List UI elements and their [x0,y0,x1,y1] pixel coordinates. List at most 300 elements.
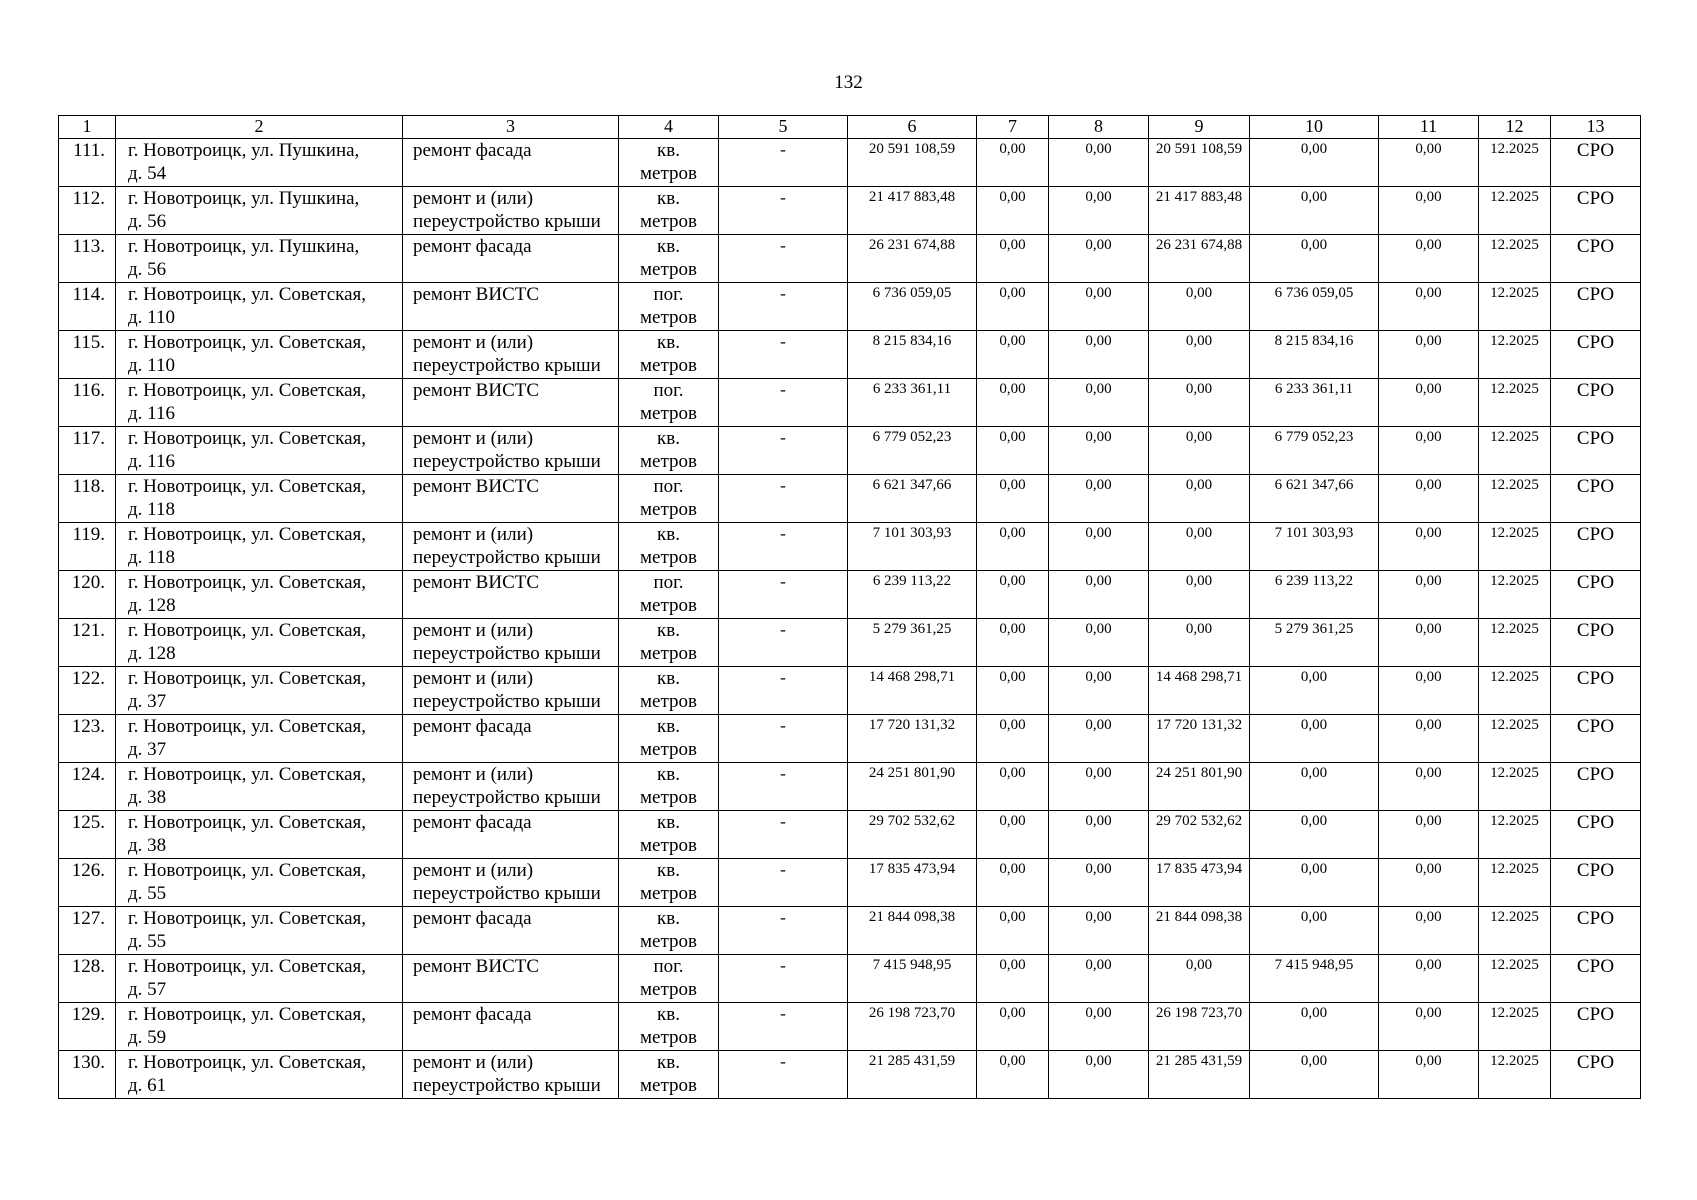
cost-cell: 0,00 [1049,139,1149,187]
deadline-cell: 12.2025 [1479,667,1551,715]
cost-cell: 6 239 113,22 [1250,571,1379,619]
work-type-cell [403,715,619,763]
table-row [59,139,1641,187]
row-number: 127. [59,907,116,955]
row-number: 122. [59,667,116,715]
header-cell: 9 [1149,116,1250,139]
address-line: г. Новотроицк, ул. Пушкина, [128,140,360,161]
address-line: г. Новотроицк, ул. Советская, [128,716,367,737]
address-line: г. Новотроицк, ул. Советская, [128,380,367,401]
address-line: г. Новотроицк, ул. Советская, [128,956,367,977]
unit-line: кв. [657,668,680,689]
cost-cell: 6 779 052,23 [1250,427,1379,475]
work-type-line: ремонт и (или) [413,1052,534,1073]
work-type-line: ремонт фасада [413,716,532,737]
header-cell: 12 [1479,116,1551,139]
address-cell [116,955,403,1003]
header-cell: 13 [1551,116,1641,139]
header-row [59,116,1641,139]
total-cost-cell: 8 215 834,16 [848,331,977,379]
executor-cell: СРО [1551,331,1641,379]
cost-cell: 0,00 [1250,187,1379,235]
cost-cell: 0,00 [1379,331,1479,379]
deadline-cell: 12.2025 [1479,811,1551,859]
address-cell [116,379,403,427]
cost-cell: 0,00 [977,859,1049,907]
unit-line: метров [640,931,697,952]
address-cell [116,571,403,619]
table-row [59,811,1641,859]
table-row [59,667,1641,715]
work-type-cell [403,763,619,811]
cost-cell: 0,00 [1379,427,1479,475]
table-row [59,379,1641,427]
cost-cell: 0,00 [1149,955,1250,1003]
volume-cell: - [719,619,848,667]
unit-line: метров [640,355,697,376]
deadline-cell: 12.2025 [1479,859,1551,907]
work-type-line: ремонт ВИСТС [413,284,540,305]
house-number: д. 54 [128,163,167,184]
cost-cell: 0,00 [1379,619,1479,667]
deadline-cell: 12.2025 [1479,475,1551,523]
row-number: 118. [59,475,116,523]
work-type-line: ремонт фасада [413,140,532,161]
address-cell [116,715,403,763]
address-cell [116,1003,403,1051]
cost-cell: 0,00 [1049,811,1149,859]
cost-cell: 6 233 361,11 [1250,379,1379,427]
address-line: г. Новотроицк, ул. Советская, [128,1004,367,1025]
unit-line: метров [640,211,697,232]
cost-cell: 0,00 [1379,1003,1479,1051]
executor-cell: СРО [1551,763,1641,811]
unit-line: метров [640,307,697,328]
total-cost-cell: 7 101 303,93 [848,523,977,571]
cost-cell: 0,00 [1049,571,1149,619]
cost-cell: 17 835 473,94 [1149,859,1250,907]
address-cell [116,187,403,235]
cost-cell: 0,00 [1379,715,1479,763]
cost-cell: 0,00 [1149,619,1250,667]
address-cell [116,859,403,907]
address-line: г. Новотроицк, ул. Пушкина, [128,188,360,209]
table-row [59,283,1641,331]
deadline-cell: 12.2025 [1479,139,1551,187]
work-type-line: переустройство крыши [413,643,601,664]
table-row [59,619,1641,667]
unit-cell [619,427,719,475]
house-number: д. 118 [128,547,175,568]
executor-cell: СРО [1551,139,1641,187]
address-line: г. Новотроицк, ул. Советская, [128,620,367,641]
address-line: г. Новотроицк, ул. Советская, [128,476,367,497]
total-cost-cell: 29 702 532,62 [848,811,977,859]
address-line: г. Новотроицк, ул. Советская, [128,332,367,353]
cost-cell: 0,00 [1049,427,1149,475]
cost-cell: 0,00 [977,283,1049,331]
cost-cell: 0,00 [1049,859,1149,907]
unit-cell [619,955,719,1003]
header-cell: 5 [719,116,848,139]
house-number: д. 59 [128,1027,167,1048]
cost-cell: 0,00 [977,379,1049,427]
unit-line: кв. [657,620,680,641]
header-cell: 10 [1250,116,1379,139]
unit-line: метров [640,787,697,808]
cost-cell: 0,00 [1149,523,1250,571]
address-line: г. Новотроицк, ул. Советская, [128,524,367,545]
cost-cell: 0,00 [1149,427,1250,475]
total-cost-cell: 6 779 052,23 [848,427,977,475]
executor-cell: СРО [1551,427,1641,475]
unit-line: кв. [657,812,680,833]
cost-cell: 0,00 [1250,859,1379,907]
work-type-cell [403,811,619,859]
work-type-cell [403,1003,619,1051]
table-row [59,475,1641,523]
header-cell: 3 [403,116,619,139]
address-line: г. Новотроицк, ул. Советская, [128,764,367,785]
executor-cell: СРО [1551,283,1641,331]
work-type-cell [403,427,619,475]
unit-line: кв. [657,428,680,449]
executor-cell: СРО [1551,1051,1641,1099]
unit-cell [619,187,719,235]
cost-cell: 0,00 [1379,523,1479,571]
house-number: д. 128 [128,643,176,664]
unit-line: кв. [657,524,680,545]
table-row [59,427,1641,475]
work-type-cell [403,619,619,667]
house-number: д. 38 [128,835,167,856]
unit-line: пог. [653,572,684,593]
header-cell: 1 [59,116,116,139]
unit-cell [619,139,719,187]
work-type-line: переустройство крыши [413,451,601,472]
row-number: 124. [59,763,116,811]
cost-cell: 29 702 532,62 [1149,811,1250,859]
work-type-line: ремонт и (или) [413,188,534,209]
cost-cell: 0,00 [977,235,1049,283]
cost-cell: 0,00 [1250,1003,1379,1051]
cost-cell: 8 215 834,16 [1250,331,1379,379]
deadline-cell: 12.2025 [1479,763,1551,811]
table-row [59,763,1641,811]
unit-cell [619,859,719,907]
address-cell [116,763,403,811]
work-type-cell [403,955,619,1003]
house-number: д. 37 [128,739,167,760]
volume-cell: - [719,475,848,523]
cost-cell: 0,00 [1379,1051,1479,1099]
work-type-line: переустройство крыши [413,883,601,904]
table-row [59,1051,1641,1099]
work-type-cell [403,667,619,715]
deadline-cell: 12.2025 [1479,427,1551,475]
cost-cell: 0,00 [1049,475,1149,523]
work-type-cell [403,379,619,427]
cost-cell: 0,00 [1149,379,1250,427]
unit-line: метров [640,691,697,712]
unit-cell [619,1003,719,1051]
cost-cell: 14 468 298,71 [1149,667,1250,715]
work-type-line: ремонт фасада [413,236,532,257]
house-number: д. 56 [128,259,167,280]
deadline-cell: 12.2025 [1479,955,1551,1003]
deadline-cell: 12.2025 [1479,619,1551,667]
row-number: 129. [59,1003,116,1051]
cost-cell: 24 251 801,90 [1149,763,1250,811]
cost-cell: 0,00 [1250,667,1379,715]
row-number: 125. [59,811,116,859]
unit-line: пог. [653,284,684,305]
unit-line: кв. [657,140,680,161]
cost-cell: 0,00 [1049,763,1149,811]
executor-cell: СРО [1551,235,1641,283]
row-number: 115. [59,331,116,379]
table-row [59,187,1641,235]
cost-cell: 0,00 [1379,763,1479,811]
work-type-line: ремонт фасада [413,1004,532,1025]
executor-cell: СРО [1551,475,1641,523]
deadline-cell: 12.2025 [1479,907,1551,955]
work-type-cell [403,475,619,523]
unit-line: кв. [657,860,680,881]
address-cell [116,619,403,667]
house-number: д. 116 [128,451,175,472]
row-number: 126. [59,859,116,907]
volume-cell: - [719,763,848,811]
cost-cell: 0,00 [1379,475,1479,523]
address-line: г. Новотроицк, ул. Пушкина, [128,236,360,257]
total-cost-cell: 21 844 098,38 [848,907,977,955]
address-line: г. Новотроицк, ул. Советская, [128,428,367,449]
row-number: 130. [59,1051,116,1099]
deadline-cell: 12.2025 [1479,571,1551,619]
unit-cell [619,475,719,523]
address-cell [116,475,403,523]
executor-cell: СРО [1551,1003,1641,1051]
executor-cell: СРО [1551,907,1641,955]
unit-line: кв. [657,908,680,929]
total-cost-cell: 6 621 347,66 [848,475,977,523]
work-type-line: переустройство крыши [413,355,601,376]
unit-line: кв. [657,1004,680,1025]
house-number: д. 110 [128,355,175,376]
unit-line: метров [640,451,697,472]
unit-line: кв. [657,1052,680,1073]
volume-cell: - [719,1003,848,1051]
cost-cell: 0,00 [977,811,1049,859]
unit-line: метров [640,835,697,856]
row-number: 114. [59,283,116,331]
unit-cell [619,379,719,427]
address-cell [116,811,403,859]
cost-cell: 0,00 [977,475,1049,523]
house-number: д. 110 [128,307,175,328]
executor-cell: СРО [1551,187,1641,235]
total-cost-cell: 7 415 948,95 [848,955,977,1003]
row-number: 111. [59,139,116,187]
cost-cell: 0,00 [1049,187,1149,235]
unit-line: кв. [657,716,680,737]
cost-cell: 0,00 [1250,1051,1379,1099]
page-number: 132 [834,72,863,93]
address-cell [116,907,403,955]
unit-line: метров [640,403,697,424]
cost-cell: 0,00 [1149,283,1250,331]
house-number: д. 56 [128,211,167,232]
work-type-line: ремонт и (или) [413,668,534,689]
work-type-line: переустройство крыши [413,691,601,712]
cost-cell: 0,00 [977,619,1049,667]
cost-cell: 6 736 059,05 [1250,283,1379,331]
cost-cell: 0,00 [1149,571,1250,619]
cost-cell: 0,00 [1379,667,1479,715]
total-cost-cell: 24 251 801,90 [848,763,977,811]
cost-cell: 0,00 [1379,379,1479,427]
house-number: д. 55 [128,883,167,904]
cost-cell: 0,00 [1049,379,1149,427]
volume-cell: - [719,331,848,379]
address-line: г. Новотроицк, ул. Советская, [128,812,367,833]
cost-cell: 0,00 [977,331,1049,379]
cost-cell: 0,00 [977,427,1049,475]
house-number: д. 128 [128,595,176,616]
address-line: г. Новотроицк, ул. Советская, [128,668,367,689]
table-row [59,331,1641,379]
unit-line: метров [640,1027,697,1048]
address-cell [116,331,403,379]
work-type-line: ремонт и (или) [413,524,534,545]
unit-line: метров [640,595,697,616]
cost-cell: 0,00 [1379,235,1479,283]
unit-cell [619,667,719,715]
cost-cell: 0,00 [977,667,1049,715]
unit-line: пог. [653,476,684,497]
executor-cell: СРО [1551,859,1641,907]
deadline-cell: 12.2025 [1479,187,1551,235]
table-row [59,715,1641,763]
address-cell [116,667,403,715]
work-type-line: ремонт ВИСТС [413,476,540,497]
total-cost-cell: 20 591 108,59 [848,139,977,187]
cost-cell: 0,00 [1250,907,1379,955]
work-type-cell [403,571,619,619]
address-line: г. Новотроицк, ул. Советская, [128,860,367,881]
row-number: 116. [59,379,116,427]
row-number: 119. [59,523,116,571]
work-type-line: ремонт фасада [413,812,532,833]
row-number: 112. [59,187,116,235]
executor-cell: СРО [1551,379,1641,427]
header-cell: 2 [116,116,403,139]
address-cell [116,139,403,187]
cost-cell: 5 279 361,25 [1250,619,1379,667]
total-cost-cell: 21 285 431,59 [848,1051,977,1099]
cost-cell: 0,00 [977,1051,1049,1099]
unit-line: кв. [657,188,680,209]
total-cost-cell: 5 279 361,25 [848,619,977,667]
total-cost-cell: 26 198 723,70 [848,1003,977,1051]
work-type-line: ремонт и (или) [413,428,534,449]
work-type-line: ремонт и (или) [413,620,534,641]
row-number: 113. [59,235,116,283]
unit-cell [619,715,719,763]
volume-cell: - [719,427,848,475]
unit-line: метров [640,739,697,760]
work-type-line: переустройство крыши [413,547,601,568]
unit-line: пог. [653,956,684,977]
cost-cell: 0,00 [1049,283,1149,331]
volume-cell: - [719,379,848,427]
unit-cell [619,283,719,331]
deadline-cell: 12.2025 [1479,283,1551,331]
cost-cell: 0,00 [977,715,1049,763]
cost-cell: 0,00 [1049,1051,1149,1099]
cost-cell: 0,00 [977,523,1049,571]
volume-cell: - [719,667,848,715]
volume-cell: - [719,187,848,235]
address-cell [116,283,403,331]
address-cell [116,1051,403,1099]
cost-cell: 0,00 [1379,283,1479,331]
house-number: д. 38 [128,787,167,808]
house-number: д. 55 [128,931,167,952]
work-type-cell [403,907,619,955]
executor-cell: СРО [1551,955,1641,1003]
work-type-line: ремонт и (или) [413,860,534,881]
address-cell [116,523,403,571]
cost-cell: 0,00 [1049,523,1149,571]
header-cell: 8 [1049,116,1149,139]
cost-cell: 6 621 347,66 [1250,475,1379,523]
cost-cell: 0,00 [977,955,1049,1003]
house-number: д. 116 [128,403,175,424]
cost-cell: 0,00 [1250,763,1379,811]
row-number: 121. [59,619,116,667]
cost-cell: 26 231 674,88 [1149,235,1250,283]
address-cell [116,427,403,475]
total-cost-cell: 17 720 131,32 [848,715,977,763]
address-line: г. Новотроицк, ул. Советская, [128,908,367,929]
work-type-line: ремонт ВИСТС [413,380,540,401]
deadline-cell: 12.2025 [1479,235,1551,283]
cost-cell: 0,00 [1049,619,1149,667]
work-type-cell [403,1051,619,1099]
deadline-cell: 12.2025 [1479,523,1551,571]
header-cell: 4 [619,116,719,139]
total-cost-cell: 17 835 473,94 [848,859,977,907]
work-type-cell [403,331,619,379]
cost-cell: 0,00 [1049,235,1149,283]
cost-cell: 21 285 431,59 [1149,1051,1250,1099]
cost-cell: 0,00 [1379,907,1479,955]
house-number: д. 118 [128,499,175,520]
deadline-cell: 12.2025 [1479,379,1551,427]
cost-cell: 0,00 [977,187,1049,235]
volume-cell: - [719,1051,848,1099]
executor-cell: СРО [1551,619,1641,667]
address-line: г. Новотроицк, ул. Советская, [128,572,367,593]
executor-cell: СРО [1551,667,1641,715]
work-type-cell [403,859,619,907]
unit-cell [619,235,719,283]
house-number: д. 57 [128,979,167,1000]
cost-cell: 0,00 [977,763,1049,811]
unit-line: метров [640,163,697,184]
